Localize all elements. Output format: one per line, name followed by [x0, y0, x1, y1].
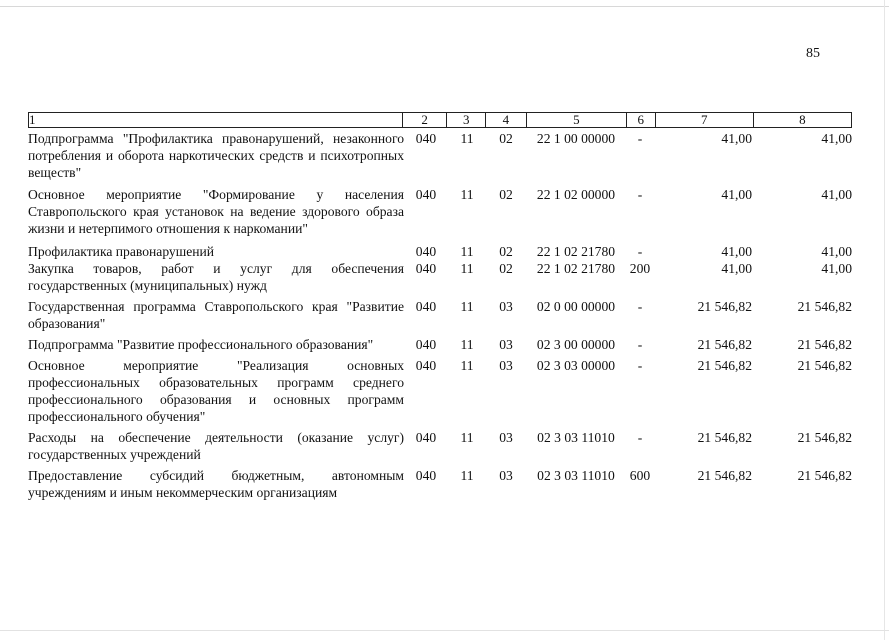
table-row: [28, 467, 852, 501]
row-type: 600: [629, 468, 651, 483]
row-code: 040: [415, 299, 437, 314]
scan-edge-top: [0, 6, 889, 7]
row-type: -: [637, 430, 643, 445]
row-target: 02 3 00 00000: [536, 337, 616, 352]
page-number: 85: [806, 46, 820, 61]
table-row: [28, 243, 852, 260]
row-target: 22 1 02 00000: [536, 187, 616, 202]
row-target: 02 3 03 00000: [536, 358, 616, 373]
row-sum1: 41,00: [721, 187, 752, 202]
row-code: 040: [415, 187, 437, 202]
row-name: Закупка товаров, работ и услуг для обеспечения государственных (муниципальных) нужд: [28, 261, 404, 293]
row-type: -: [637, 337, 643, 352]
table-row: [28, 298, 852, 332]
row-sum1: 41,00: [721, 261, 752, 276]
row-type: -: [637, 358, 643, 373]
table-row: [28, 260, 852, 294]
row-subsection: 03: [499, 358, 513, 373]
row-name: Предоставление субсидий бюджетным, автономным учреждениям и иным некоммерческим организациям: [28, 468, 404, 500]
row-sum1: 41,00: [721, 244, 752, 259]
row-sum1: 21 546,82: [697, 358, 752, 373]
row-name: Профилактика правонарушений: [28, 244, 215, 259]
row-sum1: 21 546,82: [697, 430, 752, 445]
row-code: 040: [415, 468, 437, 483]
table-row: [28, 186, 852, 237]
header-cell: 6: [626, 113, 655, 127]
row-section: 11: [460, 299, 474, 314]
row-code: 040: [415, 430, 437, 445]
row-name: Основное мероприятие "Формирование у населения Ставропольского края установок на ведение здорового образа жизни и нетерпимого отношения к наркомании": [28, 187, 404, 236]
table-header-row: [28, 112, 852, 128]
row-section: 11: [460, 430, 474, 445]
row-subsection: 02: [499, 244, 513, 259]
row-sum1: 21 546,82: [697, 337, 752, 352]
table-row: [28, 130, 852, 181]
row-sum2: 21 546,82: [797, 337, 852, 352]
row-code: 040: [415, 244, 437, 259]
row-sum2: 21 546,82: [797, 299, 852, 314]
row-subsection: 02: [499, 261, 513, 276]
row-sum2: 21 546,82: [797, 358, 852, 373]
row-sum1: 21 546,82: [697, 468, 752, 483]
row-sum2: 41,00: [821, 187, 852, 202]
row-sum2: 21 546,82: [797, 468, 852, 483]
row-sum2: 41,00: [821, 261, 852, 276]
row-code: 040: [415, 131, 437, 146]
header-cell: 4: [485, 113, 526, 127]
budget-table: [28, 112, 852, 501]
row-subsection: 03: [499, 337, 513, 352]
row-name: Расходы на обеспечение деятельности (оказание услуг) государственных учреждений: [28, 430, 404, 462]
scan-edge-right: [884, 0, 885, 640]
row-code: 040: [415, 261, 437, 276]
row-section: 11: [460, 244, 474, 259]
row-section: 11: [460, 131, 474, 146]
row-subsection: 02: [499, 187, 513, 202]
table-row: [28, 429, 852, 463]
header-cell: 2: [402, 113, 447, 127]
header-cell: 8: [753, 113, 851, 127]
table-row: [28, 336, 852, 353]
header-cell: 3: [446, 113, 485, 127]
row-section: 11: [460, 187, 474, 202]
row-target: 02 0 00 00000: [536, 299, 616, 314]
header-cell: 5: [526, 113, 626, 127]
row-code: 040: [415, 337, 437, 352]
row-section: 11: [460, 261, 474, 276]
row-type: -: [637, 187, 643, 202]
row-code: 040: [415, 358, 437, 373]
row-name: Основное мероприятие "Реализация основных профессиональных образовательных программ среднего профессионального образования и основных программ профессионального обучения": [28, 358, 404, 424]
row-subsection: 03: [499, 468, 513, 483]
row-sum1: 41,00: [721, 131, 752, 146]
row-target: 02 3 03 11010: [537, 430, 615, 445]
row-section: 11: [460, 468, 474, 483]
row-subsection: 03: [499, 430, 513, 445]
row-target: 22 1 02 21780: [536, 261, 616, 276]
row-subsection: 03: [499, 299, 513, 314]
row-sum2: 41,00: [821, 131, 852, 146]
row-target: 22 1 00 00000: [536, 131, 616, 146]
scan-edge-bottom: [0, 630, 889, 631]
row-section: 11: [460, 337, 474, 352]
row-target: 22 1 02 21780: [536, 244, 616, 259]
row-sum2: 41,00: [821, 244, 852, 259]
row-type: 200: [629, 261, 651, 276]
row-type: -: [637, 299, 643, 314]
header-cell: 7: [655, 113, 753, 127]
row-name: Подпрограмма "Развитие профессионального образования": [28, 337, 374, 352]
row-sum2: 21 546,82: [797, 430, 852, 445]
row-type: -: [637, 131, 643, 146]
row-subsection: 02: [499, 131, 513, 146]
table-row: [28, 357, 852, 425]
row-name: Подпрограмма "Профилактика правонарушений, незаконного потребления и оборота наркотических средств и психотропных веществ": [28, 131, 404, 180]
row-section: 11: [460, 358, 474, 373]
header-cell: 1: [29, 112, 36, 127]
row-type: -: [637, 244, 643, 259]
row-sum1: 21 546,82: [697, 299, 752, 314]
row-target: 02 3 03 11010: [537, 468, 615, 483]
row-name: Государственная программа Ставропольского края "Развитие образования": [28, 299, 404, 331]
